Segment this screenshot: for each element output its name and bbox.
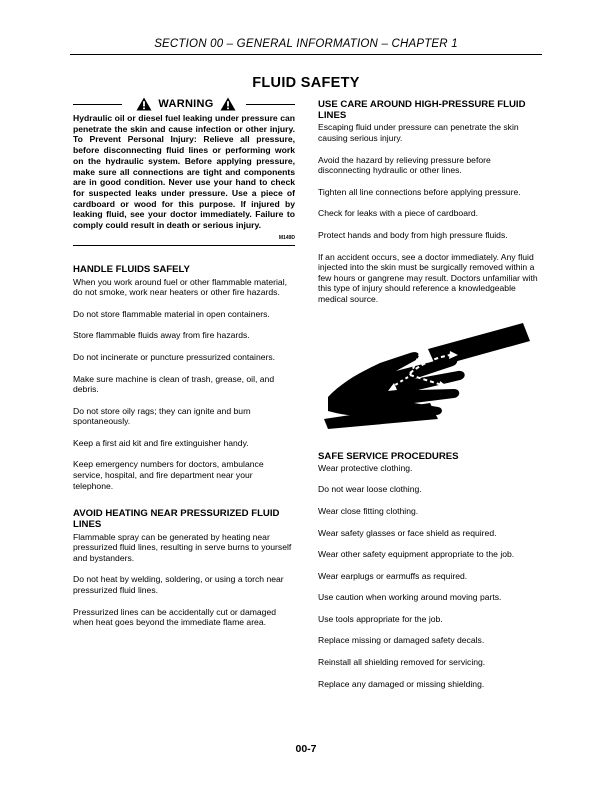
paragraph: Make sure machine is clean of trash, grease, oil, and debris. — [73, 373, 275, 395]
paragraph: Protect hands and body from high pressure fluids. — [318, 229, 508, 240]
high-pressure-heading: USE CARE AROUND HIGH-PRESSURE FLUID LINES — [318, 99, 526, 122]
left-column — [73, 97, 295, 639]
paragraph: Do not store flammable material in open containers. — [73, 308, 270, 319]
paragraph: Wear safety glasses or face shield as required. — [318, 527, 497, 538]
warning-triangle-icon — [136, 97, 152, 111]
avoid-heating-heading: AVOID HEATING NEAR PRESSURIZED FLUID LINES — [73, 508, 280, 531]
warning-label: WARNING — [158, 97, 214, 110]
paragraph: Escaping fluid under pressure can penetrate the skin causing serious injury. — [318, 122, 519, 143]
paragraph: Check for leaks with a piece of cardboard. — [318, 208, 479, 219]
warning-bottom-rule — [73, 245, 295, 246]
paragraph: When you work around fuel or other flammable material, do not smoke, work near heaters or other fire hazards. — [73, 276, 287, 298]
page-number: 00-7 — [295, 743, 317, 755]
section-header: SECTION 00 – GENERAL INFORMATION – CHAPTER 1 — [154, 38, 458, 50]
paragraph: Do not heat by welding, soldering, or using a torch near pressurized fluid lines. — [73, 574, 284, 596]
paragraph: Wear close fitting clothing. — [318, 505, 419, 516]
paragraph: Replace any damaged or missing shielding. — [318, 678, 485, 689]
paragraph: Wear other safety equipment appropriate to the job. — [318, 549, 515, 560]
handle-fluids-heading: HANDLE FLUIDS SAFELY — [73, 264, 190, 276]
page-title: FLUID SAFETY — [252, 75, 360, 91]
right-column — [318, 99, 540, 700]
paragraph: Tighten all line connections before applying pressure. — [318, 186, 521, 197]
paragraph: Keep emergency numbers for doctors, ambulance service, hospital, and fire department near your telephone. — [73, 459, 264, 491]
paragraph: Pressurized lines can be accidentally cut or damaged when heat goes beyond the immediate flame area. — [73, 606, 277, 628]
paragraph: Wear protective clothing. — [318, 462, 413, 473]
paragraph: Keep a first aid kit and fire extinguisher handy. — [73, 437, 249, 448]
paragraph: Do not store oily rags; they can ignite and burn spontaneously. — [73, 405, 251, 427]
paragraph: Flammable spray can be generated by heating near pressurized fluid lines, resulting in serve burns to yourself and bystanders. — [73, 531, 292, 563]
high-pressure-injection-hand-icon — [318, 319, 540, 429]
warning-triangle-icon — [220, 97, 236, 111]
warning-text: Hydraulic oil or diesel fuel leaking under pressure can penetrate the skin and cause infection or other injury. To Prevent Personal Injury: Relieve all pressure, before disconnecting fluid lines or performing work on the hydraulic system. Before applying pressure, make sure all connections are tight and components are in good condition. Never use your hand to check for suspected leaks under pressure. Use a piece of cardboard or wood for this purpose. If injured by leaking fluid, see your doctor immediately. Failure to comply could result in death or serious injury. — [73, 113, 295, 231]
paragraph: Avoid the hazard by relieving pressure before disconnecting hydraulic or other lines. — [318, 154, 491, 176]
paragraph: Wear earplugs or earmuffs as required. — [318, 570, 468, 581]
header-rule — [70, 54, 542, 55]
paragraph: Store flammable fluids away from fire hazards. — [73, 330, 250, 341]
warning-header — [73, 97, 295, 111]
paragraph: If an accident occurs, see a doctor immediately. Any fluid injected into the skin must be surgically removed within a few hours or gangrene may result. Doctors unfamiliar with this type of injury should reference a knowledgeable medical source. — [318, 251, 538, 304]
warning-rule-right — [246, 104, 295, 105]
safe-service-heading: SAFE SERVICE PROCEDURES — [318, 450, 459, 462]
paragraph: Use tools appropriate for the job. — [318, 613, 443, 624]
paragraph: Reinstall all shielding removed for servicing. — [318, 657, 486, 668]
warning-code: M149D — [278, 234, 295, 241]
warning-rule-left — [73, 104, 122, 105]
paragraph: Use caution when working around moving parts. — [318, 592, 502, 603]
paragraph: Do not wear loose clothing. — [318, 484, 422, 495]
paragraph: Replace missing or damaged safety decals. — [318, 635, 485, 646]
paragraph: Do not incinerate or puncture pressurized containers. — [73, 351, 276, 362]
